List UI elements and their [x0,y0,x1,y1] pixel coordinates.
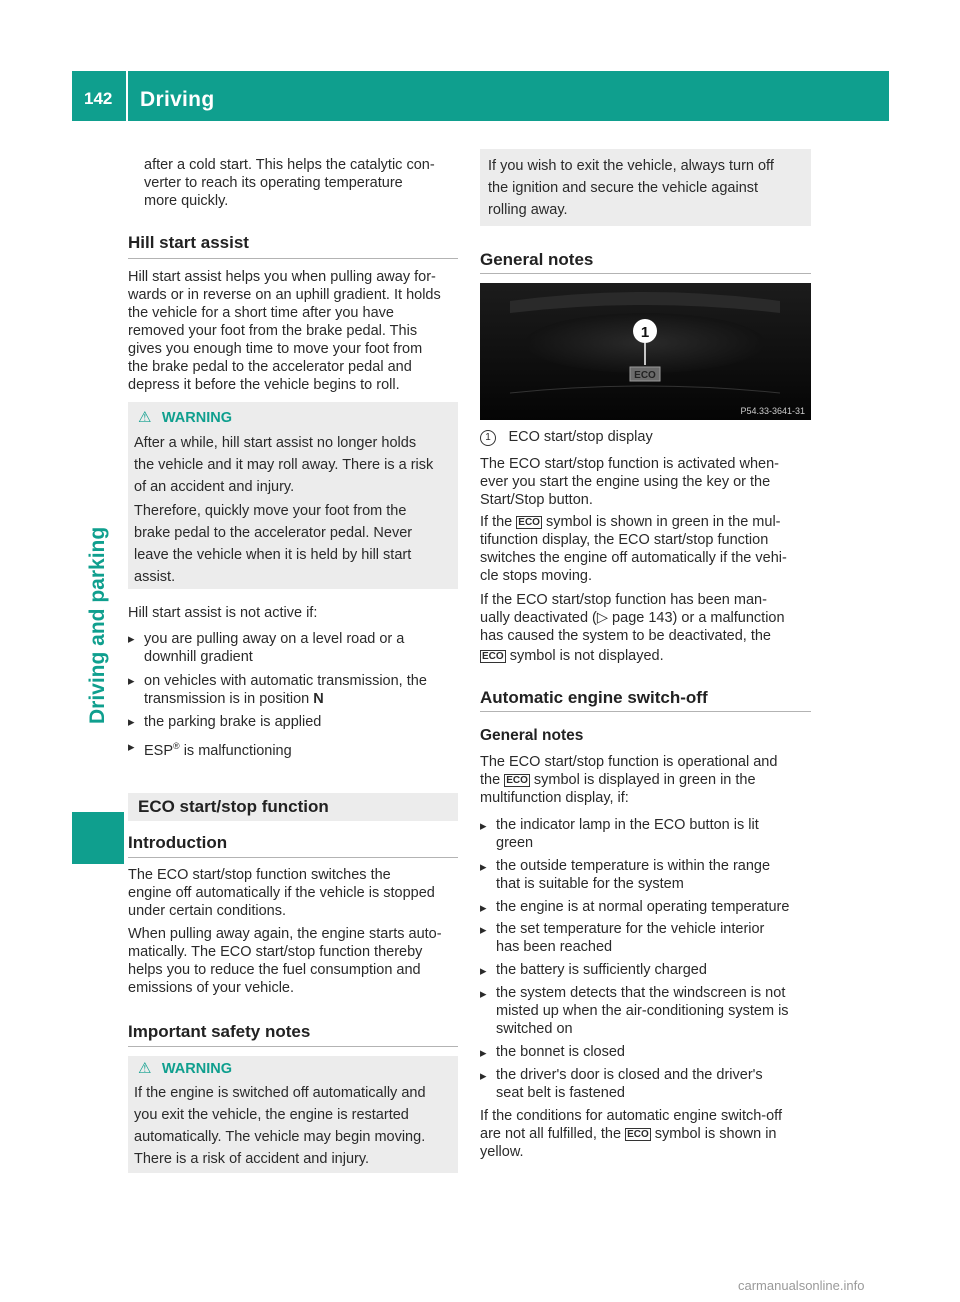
bullet-icon: ▸ [480,1045,487,1060]
list-item: on vehicles with automatic transmission, the transmission is in position N [144,673,427,707]
eco-display-image [480,283,811,420]
list-item: ESP® is malfunctioning [144,741,292,759]
warning-text: Therefore, quickly move your foot from the brake pedal to the accelerator pedal. Never leave the vehicle when it is held by hill start assist. [134,503,413,585]
eco-symbol-icon: ECO [627,1129,649,1140]
bullet-icon: ▸ [480,963,487,978]
chapter-title: Driving [140,88,215,111]
warning-box-1 [128,402,458,589]
heading-auto-switch-off: Automatic engine switch-off [480,688,708,707]
note-text: If you wish to exit the vehicle, always turn off the ignition and secure the vehicle against rolling away. [488,158,774,218]
eco-deactivated-paragraph-end: ECO symbol is not displayed. [482,648,664,664]
heading-rule [480,711,811,712]
header-divider [126,71,128,121]
warning-title: WARNING [161,410,232,426]
not-active-intro: Hill start assist is not active if: [128,605,318,621]
bullet-icon: ▸ [480,986,487,1001]
list-item: the engine is at normal operating temperature [496,899,790,915]
list-item: the outside temperature is within the range that is suitable for the system [496,858,771,892]
warning-title: WARNING [161,1061,232,1077]
heading-introduction: Introduction [128,833,228,852]
figure-caption: 1 ECO start/stop display [480,428,653,446]
side-tab-label: Driving and parking [86,526,109,724]
heading-eco-function: ECO start/stop function [138,797,329,816]
bullet-icon: ▸ [480,859,487,874]
section-banner [128,793,458,821]
intro-continuation: after a cold start. This helps the catalytic con- verter to reach its operating temperature more quickly. [144,157,435,209]
side-tab [86,424,116,724]
photo-eco-label: ECO [634,370,656,381]
list-item: the parking brake is applied [144,714,322,730]
list-item: you are pulling away on a level road or a downhill gradient [144,631,405,665]
bullet-icon: ▸ [480,922,487,937]
eco-deactivated-paragraph: If the ECO start/stop function has been man- ually deactivated (▷ page 143) or a malfunction has caused the system to be deactivated, the [480,592,785,644]
list-item: the bonnet is closed [496,1044,625,1060]
conditions-paragraph: yellow. [480,1144,524,1160]
list-item: the system detects that the windscreen is not misted up when the air-conditioning system is switched on [496,985,789,1037]
photo-code: P54.33-3641-31 [740,406,805,416]
bullet-icon: ▸ [480,900,487,915]
eco-symbol-paragraph-cont: tifunction display, the ECO start/stop function switches the engine off automatically if the vehi- cle stops moving. [480,532,787,584]
bullet-icon: ▸ [128,739,135,754]
heading-rule [480,273,811,274]
heading-rule [128,857,458,858]
operational-paragraph: the ECO symbol is displayed in green in the [480,772,756,788]
heading-hill-start: Hill start assist [128,233,249,252]
list-item: the battery is sufficiently charged [496,962,707,978]
watermark: carmanualsonline.info [738,1278,865,1293]
side-tab-marker [72,812,124,864]
warning-text: After a while, hill start assist no longer holds the vehicle and it may roll away. There is a risk of an accident and injury. [134,435,434,495]
page-number: 142 [84,89,113,108]
bullet-icon: ▸ [480,1068,487,1083]
heading-rule [128,258,458,259]
bullet-icon: ▸ [480,818,487,833]
photo-callout: 1 [640,324,650,341]
warning-text: If the engine is switched off automatically and you exit the vehicle, the engine is restarted automatically. The vehicle may begin moving. There is a risk of accident and injury. [134,1085,426,1167]
bullet-icon: ▸ [128,631,135,646]
bullet-icon: ▸ [128,714,135,729]
hill-start-paragraph: Hill start assist helps you when pulling away for- wards or in reverse on an uphill gradient. It holds the vehicle for a short time after you have removed your foot from the brake pedal. This gives you enough time to move your foot from the brake pedal to the accelerator pedal and depress it before the vehicle begins to roll. [128,269,441,393]
callout-1-icon: 1 [480,430,496,446]
heading-safety-notes: Important safety notes [128,1022,311,1041]
bullet-icon: ▸ [128,673,135,688]
page-header [72,71,889,121]
subheading-general-notes: General notes [480,727,584,744]
warning-triangle-icon: ⚠ [138,409,152,426]
heading-general-notes: General notes [480,250,594,269]
heading-rule [128,1046,458,1047]
list-item: the set temperature for the vehicle interior has been reached [496,921,765,955]
page-ref-arrow-icon: ▷ [596,610,609,626]
list-item: the driver's door is closed and the driver's seat belt is fastened [496,1067,763,1101]
eco-symbol-icon: ECO [482,651,504,662]
note-box [480,149,811,226]
conditions-paragraph: If the conditions for automatic engine switch-off [480,1108,782,1124]
introduction-paragraph: When pulling away again, the engine starts auto- matically. The ECO start/stop function thereby helps you to reduce the fuel consumption and emissions of your vehicle. [128,926,442,996]
eco-display-illustration [480,283,811,420]
list-item: the indicator lamp in the ECO button is lit green [496,817,759,851]
warning-triangle-icon: ⚠ [138,1060,152,1077]
eco-symbol-icon: ECO [506,775,528,786]
eco-symbol-paragraph: If the ECO symbol is shown in green in the mul- [480,514,781,530]
conditions-paragraph: are not all fulfilled, the ECO symbol is shown in [480,1126,777,1142]
operational-paragraph: The ECO start/stop function is operational and [480,754,778,770]
introduction-paragraph: The ECO start/stop function switches the engine off automatically if the vehicle is stopped under certain conditions. [128,867,435,919]
operational-paragraph: multifunction display, if: [480,790,629,806]
eco-activation-paragraph: The ECO start/stop function is activated when- ever you start the engine using the key or the Start/Stop button. [480,456,779,508]
warning-box-2 [128,1056,458,1173]
eco-symbol-icon: ECO [518,517,540,528]
